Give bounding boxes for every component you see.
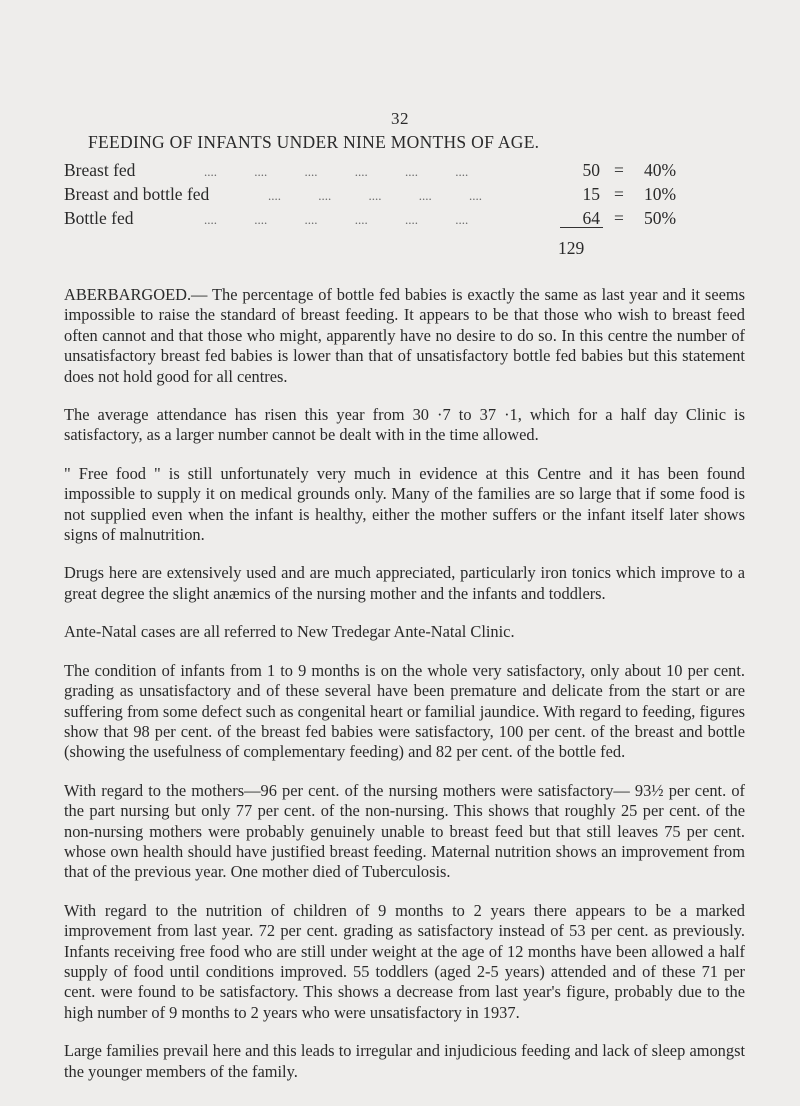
table-row-breast-and-bottle-fed xyxy=(64,184,744,208)
row-percentage: 10% xyxy=(644,184,677,204)
leader-dots: .... .... .... .... .... xyxy=(268,188,482,203)
paragraph-ante-natal: Ante-Natal cases are all referred to New Tredegar Ante-Natal Clinic. xyxy=(64,622,515,642)
paragraph-aberbargoed: ABERBARGOED.— The percentage of bottle fed babies is exactly the same as last year and it seems impossible to raise the standard of breast feeding. It appears to be that those who wish to breast feed often cannot and that those who might, apparently have no desire to do so. In this centre the number of unsatisfactory breast fed babies is lower than that of unsatisfactory bottle fed babies but this statement does not hold good for all centres. xyxy=(64,285,745,386)
leader-dots: .... .... .... .... .... .... xyxy=(204,164,469,179)
paragraph-child-nutrition: With regard to the nutrition of children of 9 months to 2 years there appears to be a marked improvement from last year. 72 per cent. grading as satisfactory instead of 53 per cent. as previously. Infants receiving free food who are still under weight at the age of 12 months have been allowed a half supply of food until conditions improved. 55 toddlers (aged 2-5 years) attended and of these 71 per cent. were found to be satisfactory. This shows a decrease from last year's figure, probably due to the high number of 9 months to 2 years who were unsatisfactory in 1937. xyxy=(64,900,745,1022)
leader-dots: .... .... .... .... .... .... xyxy=(204,212,469,227)
row-percentage: 40% xyxy=(644,160,677,180)
table-row-bottle-fed xyxy=(64,208,744,232)
feeding-table xyxy=(64,160,744,232)
paragraph-mothers: With regard to the mothers—96 per cent. of the nursing mothers were satisfactory— 93½ per cent. of the part nursing but only 77 per cent. of the non-nursing. This shows that roughly 25 per cent. of the non-nursing mothers were probably genuinely unable to breast feed but that still leaves 75 per cent. whose own health should have justified breast feeding. Maternal nutrition shows an improvement from that of the previous year. One mother died of Tuberculosis. xyxy=(64,780,745,882)
row-count: 15 xyxy=(582,184,600,204)
paragraph-large-families: Large families prevail here and this leads to irregular and injudicious feeding and lack of sleep amongst the younger members of the family. xyxy=(64,1041,745,1081)
paragraph-attendance: The average attendance has risen this year from 30 ·7 to 37 ·1, which for a half day Clinic is satisfactory, as a larger number cannot be dealt with in the time allowed. xyxy=(64,405,745,445)
equals-sign: = xyxy=(614,160,624,180)
body-text xyxy=(64,285,745,1100)
equals-sign: = xyxy=(614,184,624,204)
row-percentage: 50% xyxy=(644,208,677,228)
paragraph-infant-condition: The condition of infants from 1 to 9 months is on the whole very satisfactory, only about 10 per cent. grading as unsatisfactory and of these several have been premature and delicate from the start or are suffering from some defect such as congenital heart or familial jaundice. With regard to feeding, figures show that 98 per cent. of the breast fed babies were satisfactory, 100 per cent. of the breast and bottle (showing the usefulness of complementary feeding) and 82 per cent. of the bottle fed. xyxy=(64,660,745,762)
equals-sign: = xyxy=(614,208,624,228)
table-row-breast-fed xyxy=(64,160,744,184)
paragraph-free-food: " Free food " is still unfortunately very much in evidence at this Centre and it has been found impossible to supply it on medical grounds only. Many of the families are so large that if some food is not supplied even when the infant is healthy, either the mother suffers or the infant itself later shows signs of malnutrition. xyxy=(64,463,745,545)
table-total: 129 xyxy=(558,238,585,258)
paragraph-drugs: Drugs here are extensively used and are much appreciated, particularly iron tonics which improve to a great degree the slight anæmics of the nursing mother and the infants and toddlers. xyxy=(64,563,745,603)
row-count: 50 xyxy=(582,160,600,180)
row-label: Breast fed xyxy=(64,160,136,180)
row-label: Breast and bottle fed xyxy=(64,184,210,204)
row-count: 64 xyxy=(582,208,600,228)
page-number: 32 xyxy=(391,109,409,128)
total-rule xyxy=(560,227,603,228)
row-label: Bottle fed xyxy=(64,208,134,228)
table-title: FEEDING OF INFANTS UNDER NINE MONTHS OF AGE. xyxy=(88,132,540,152)
